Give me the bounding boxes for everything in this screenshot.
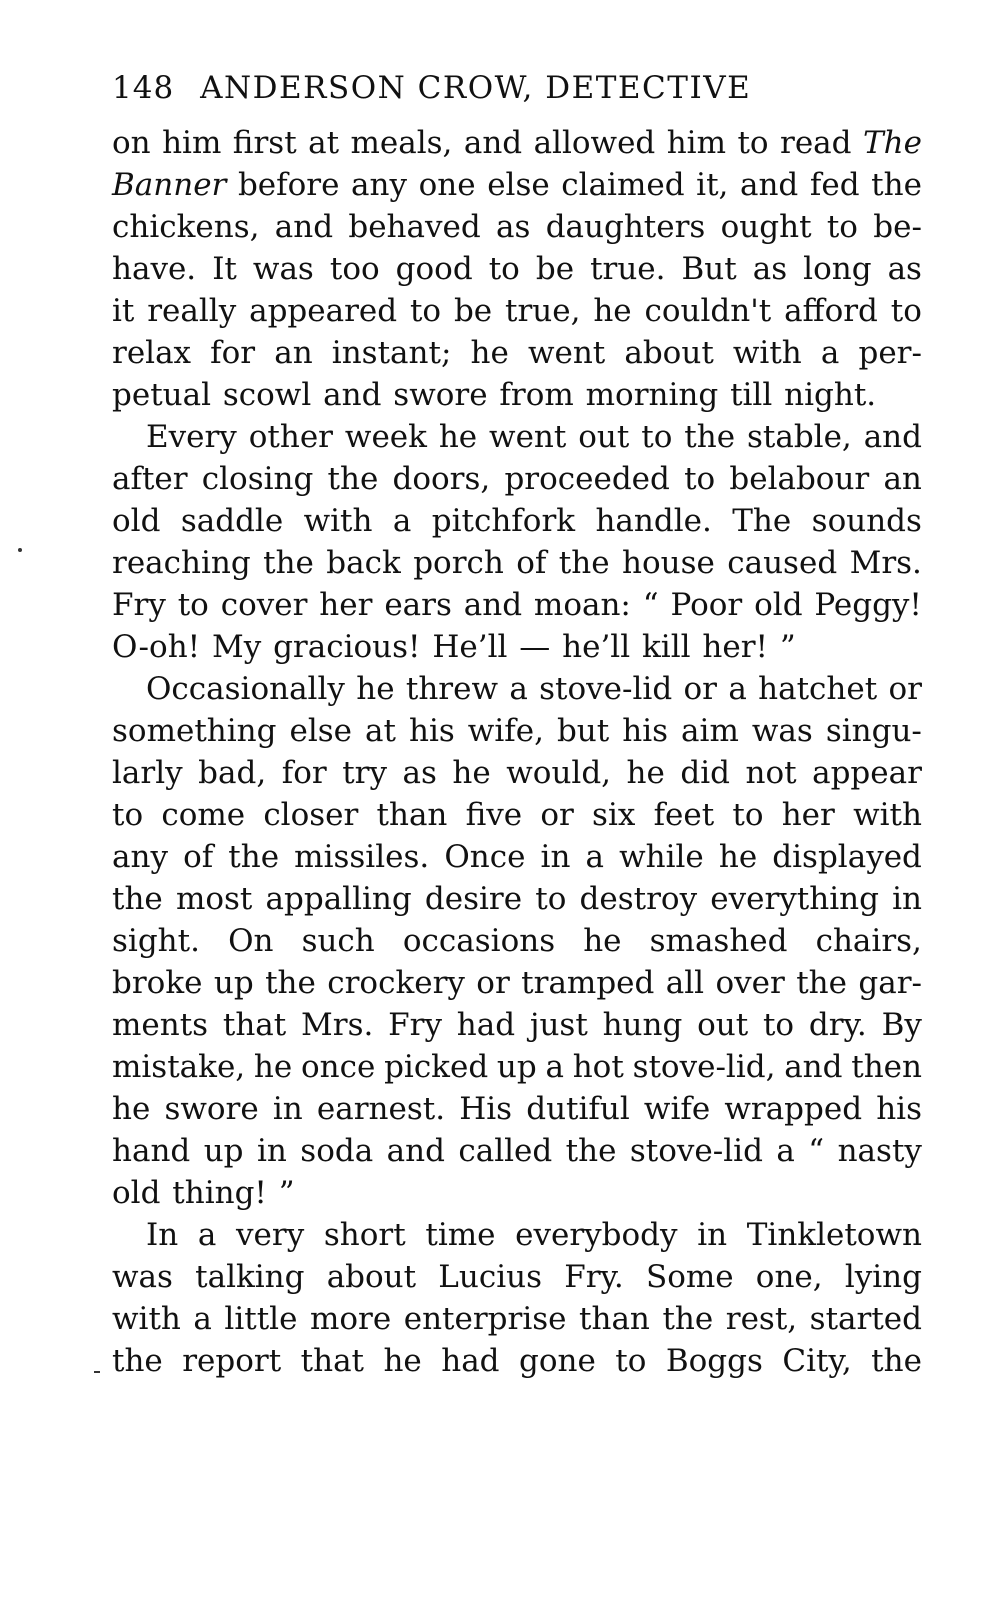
- text-line: any of the missiles. Once in a while he displayed: [112, 839, 922, 875]
- text-line: larly bad, for try as he would, he did not appear: [112, 755, 922, 791]
- text-line: O-oh! My gracious! He’ll — he’ll kill her! ”: [112, 629, 796, 665]
- text-line: hand up in soda and called the stove-lid a “ nasty: [112, 1133, 922, 1169]
- page-number: 148: [112, 70, 175, 106]
- text-line: on him first at meals, and allowed him to read The: [112, 125, 922, 161]
- text-line: something else at his wife, but his aim was singu-: [112, 713, 922, 749]
- text-line: the report that he had gone to Boggs City, the: [112, 1343, 922, 1379]
- text-line: broke up the crockery or tramped all over the gar-: [112, 965, 922, 1001]
- text-line: petual scowl and swore from morning till night.: [112, 377, 877, 413]
- text-line: reaching the back porch of the house caused Mrs.: [112, 545, 922, 581]
- text-line: Fry to cover her ears and moan: “ Poor old Peggy!: [112, 587, 922, 623]
- text-line: to come closer than five or six feet to her with: [112, 797, 922, 833]
- body-text: [112, 122, 922, 1382]
- page-header: [112, 70, 922, 122]
- text-line: In a very short time everybody in Tinkletown: [146, 1217, 922, 1253]
- text-line: Banner before any one else claimed it, and fed the: [112, 167, 922, 203]
- text-line: ments that Mrs. Fry had just hung out to dry. By: [112, 1007, 922, 1043]
- text-line: after closing the doors, proceeded to belabour an: [112, 461, 922, 497]
- stray-mark-left: [18, 548, 22, 552]
- book-page: [112, 70, 922, 1382]
- text-line: old thing! ”: [112, 1175, 295, 1211]
- text-line: was talking about Lucius Fry. Some one, lying: [112, 1259, 922, 1295]
- text-line: Occasionally he threw a stove-lid or a hatchet or: [146, 671, 922, 707]
- text-line: mistake, he once picked up a hot stove-lid, and then: [112, 1049, 922, 1085]
- text-line: relax for an instant; he went about with a per-: [112, 335, 922, 371]
- stray-mark-bottom: [94, 1371, 100, 1373]
- text-line: sight. On such occasions he smashed chairs,: [112, 923, 922, 959]
- running-title: ANDERSON CROW, DETECTIVE: [200, 70, 752, 106]
- text-line: the most appalling desire to destroy everything in: [112, 881, 922, 917]
- text-line: it really appeared to be true, he couldn't afford to: [112, 293, 922, 329]
- text-line: have. It was too good to be true. But as long as: [112, 251, 922, 287]
- text-line: he swore in earnest. His dutiful wife wrapped his: [112, 1091, 922, 1127]
- text-line: old saddle with a pitchfork handle. The sounds: [112, 503, 922, 539]
- text-line: chickens, and behaved as daughters ought to be-: [112, 209, 922, 245]
- text-line: with a little more enterprise than the rest, started: [112, 1301, 922, 1337]
- text-line: Every other week he went out to the stable, and: [146, 419, 922, 455]
